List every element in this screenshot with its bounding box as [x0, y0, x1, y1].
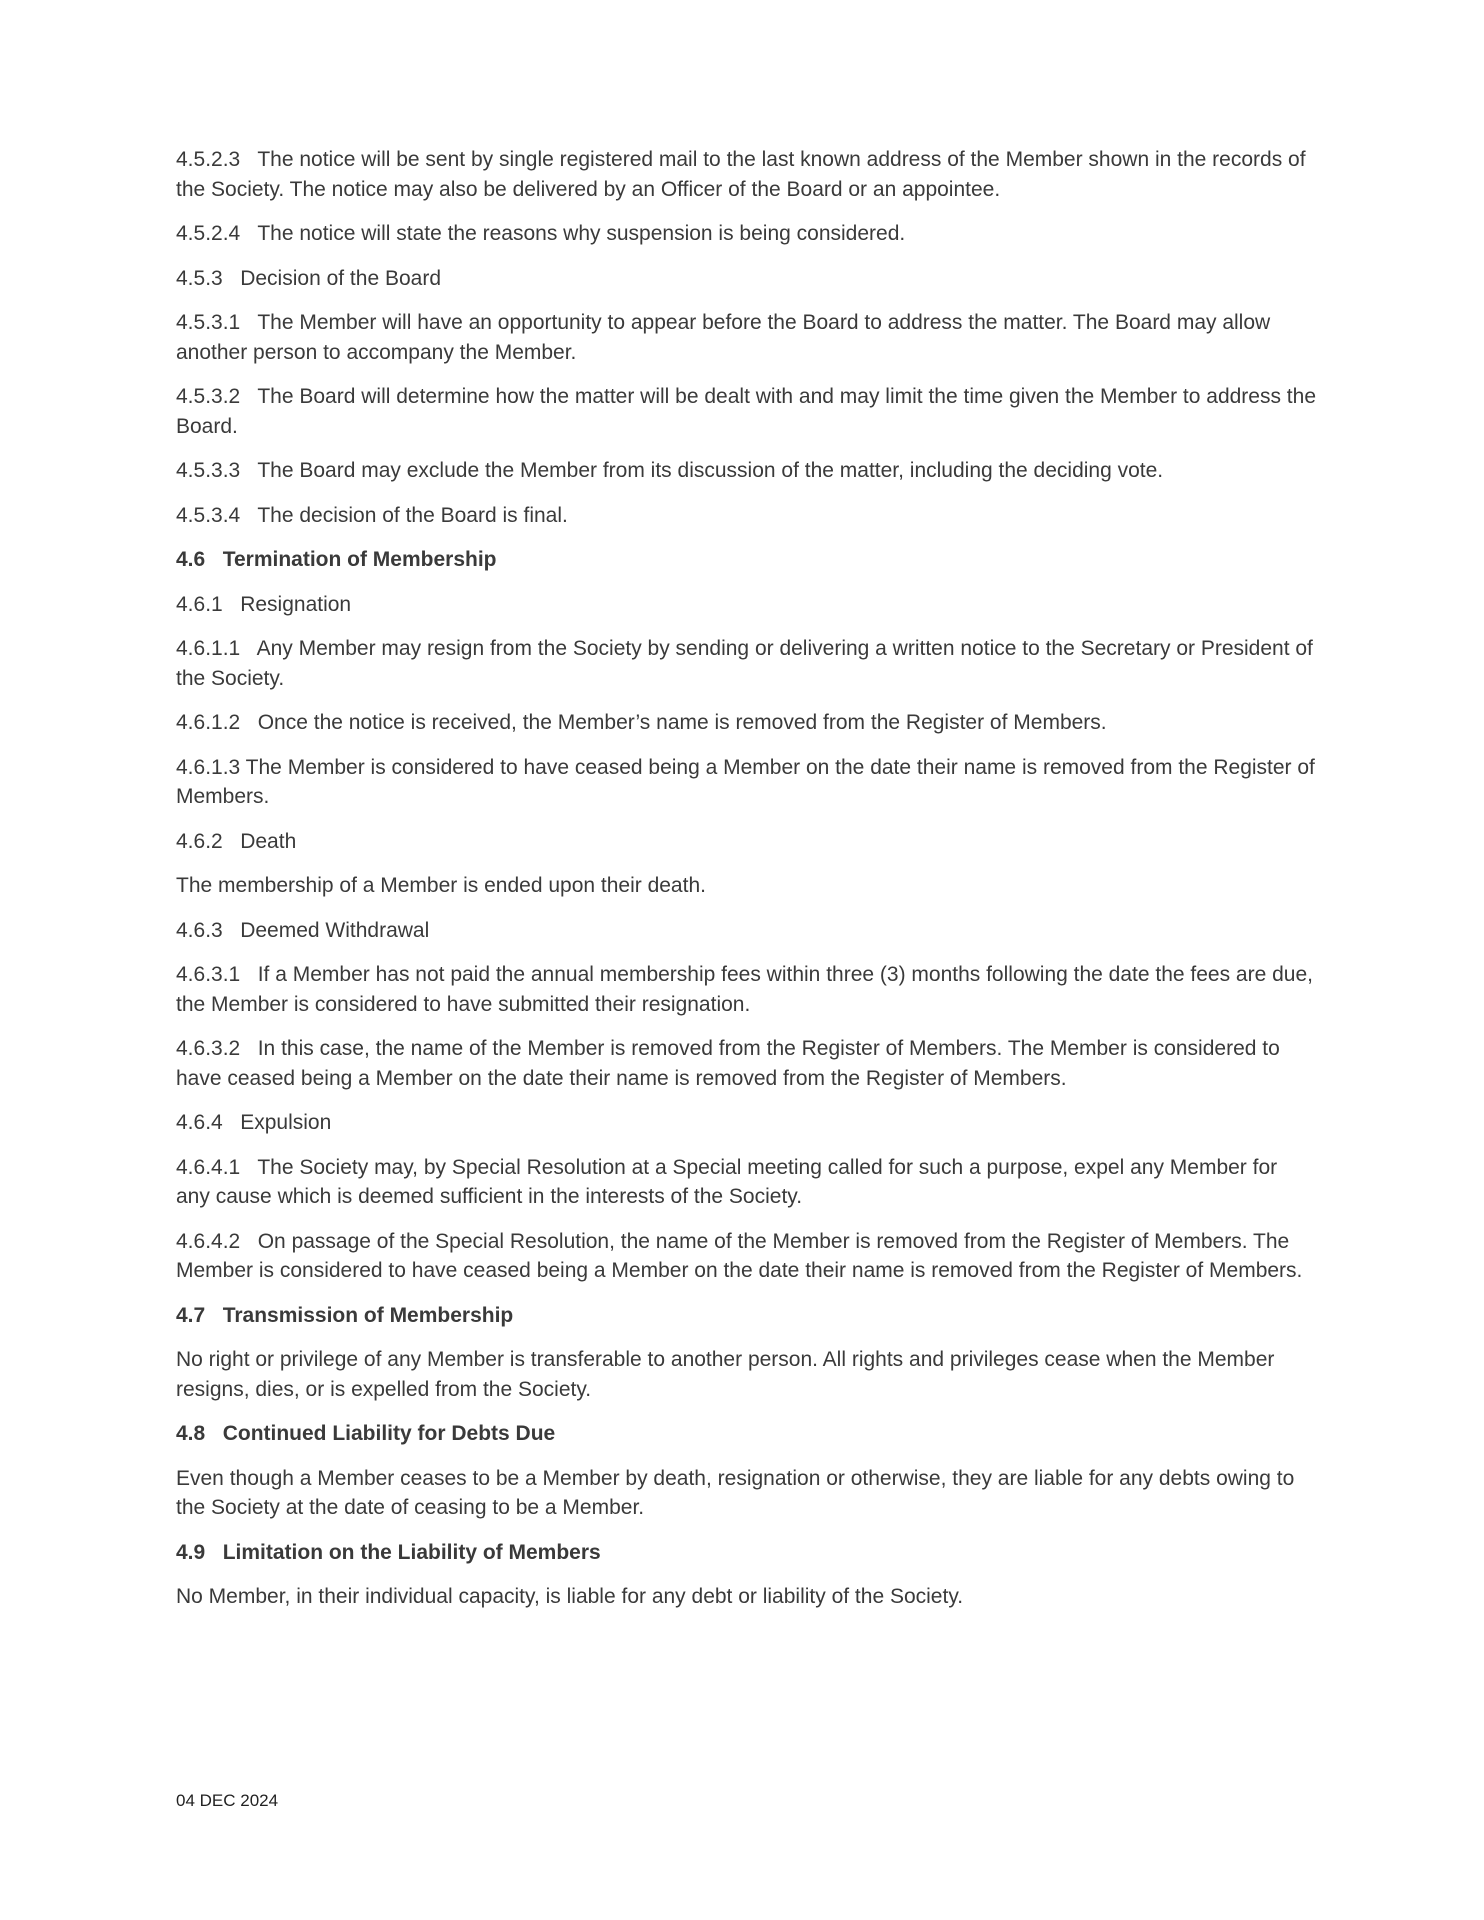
clause-4-6-3-2: 4.6.3.2 In this case, the name of the Member is removed from the Register of Members. The Member is considered to have ceased being a Member on the date their name is removed from the Register of Members. — [176, 1037, 1286, 1090]
clause-4-5-3-1: 4.5.3.1 The Member will have an opportunity to appear before the Board to address the matter. The Board may allow another person to accompany the Member. — [176, 311, 1277, 364]
clause-4-5-3-title: 4.5.3 Decision of the Board — [176, 266, 441, 290]
clause-4-9-text: No Member, in their individual capacity, is liable for any debt or liability of the Society. — [176, 1585, 964, 1608]
clause-4-5-3-2: 4.5.3.2 The Board will determine how the matter will be dealt with and may limit the time given the Member to address the Board. — [176, 385, 1322, 438]
clause-4-6-2-text: The membership of a Member is ended upon their death. — [176, 874, 706, 897]
section-heading-4-7: 4.7 Transmission of Membership — [176, 1303, 514, 1327]
clause-4-7-text: No right or privilege of any Member is transferable to another person. All rights and privileges cease when the Member resigns, dies, or is expelled from the Society. — [176, 1348, 1281, 1401]
footer-date: 04 DEC 2024 — [176, 1791, 279, 1810]
clause-4-5-3-3: 4.5.3.3 The Board may exclude the Member from its discussion of the matter, including the deciding vote. — [176, 459, 1164, 482]
clause-4-6-4-title: 4.6.4 Expulsion — [176, 1111, 332, 1134]
clause-4-6-3-1: 4.6.3.1 If a Member has not paid the annual membership fees within three (3) months following the date the fees are due, the Member is considered to have submitted their resignation. — [176, 963, 1319, 1016]
clause-4-6-1-1: 4.6.1.1 Any Member may resign from the Society by sending or delivering a written notice to the Secretary or President of the Society. — [176, 637, 1319, 690]
section-heading-4-6: 4.6 Termination of Membership — [176, 548, 497, 571]
clause-4-6-1-2: 4.6.1.2 Once the notice is received, the Member’s name is removed from the Register of Members. — [176, 711, 1107, 734]
section-heading-4-9: 4.9 Limitation on the Liability of Members — [176, 1540, 601, 1564]
section-heading-4-8: 4.8 Continued Liability for Debts Due — [176, 1422, 556, 1445]
clause-4-5-3-4: 4.5.3.4 The decision of the Board is final. — [176, 503, 568, 527]
clause-4-6-1-title: 4.6.1 Resignation — [176, 592, 352, 616]
clause-4-6-4-2: 4.6.4.2 On passage of the Special Resolution, the name of the Member is removed from the Register of Members. The Member is considered to have ceased being a Member on the date their name is removed from the Register of Members. — [176, 1229, 1303, 1282]
clause-4-6-4-1: 4.6.4.1 The Society may, by Special Resolution at a Special meeting called for such a purpose, expel any Member for any cause which is deemed sufficient in the interests of the Society. — [176, 1155, 1283, 1208]
clause-4-8-text: Even though a Member ceases to be a Member by death, resignation or otherwise, they are liable for any debts owing to the Society at the date of ceasing to be a Member. — [176, 1466, 1301, 1519]
clause-4-6-2-title: 4.6.2 Death — [176, 829, 297, 853]
clause-4-6-3-title: 4.6.3 Deemed Withdrawal — [176, 918, 430, 942]
clause-4-5-2-3: 4.5.2.3 The notice will be sent by single registered mail to the last known address of the Member shown in the records of the Society. The notice may also be delivered by an Officer of the Board or an appointee. — [176, 148, 1312, 201]
document-body — [176, 145, 1322, 1627]
clause-4-6-1-3: 4.6.1.3 The Member is considered to have ceased being a Member on the date their name is removed from the Register of Members. — [176, 755, 1321, 808]
clause-4-5-2-4: 4.5.2.4 The notice will state the reasons why suspension is being considered. — [176, 222, 906, 245]
